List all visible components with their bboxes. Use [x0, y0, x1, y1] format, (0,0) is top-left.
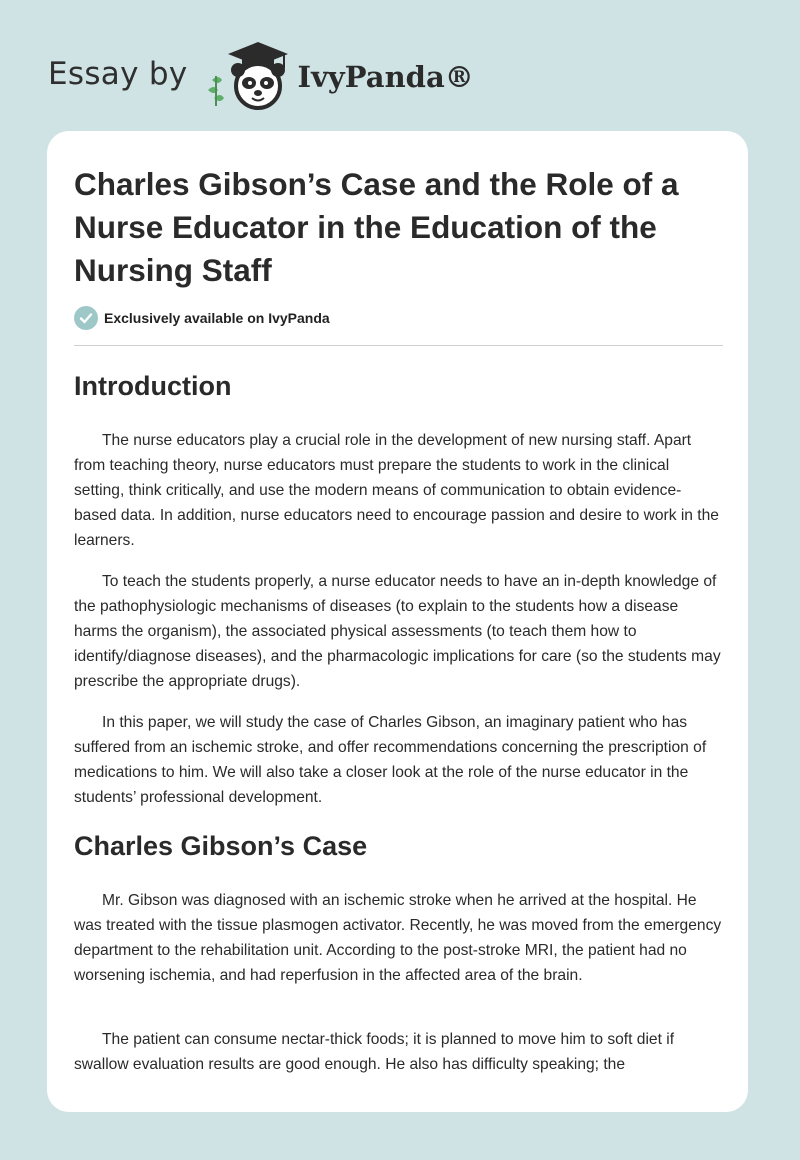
- section-heading-case: Charles Gibson’s Case: [74, 831, 368, 861]
- paragraph: Mr. Gibson was diagnosed with an ischemic stroke when he arrived at the hospital. He was treated with the tissue plasmogen activator. Recently, he was moved from the emergency department to the rehabilitation unit. According to the post-stroke MRI, the patient had no worsening ischemia, and had reperfusion in the affected area of the brain.: [74, 892, 722, 984]
- paragraph: The patient can consume nectar-thick foods; it is planned to move him to soft diet if swallow evaluation results are good enough. He also has difficulty speaking; the: [74, 1031, 675, 1073]
- panda-logo-icon[interactable]: [198, 36, 294, 112]
- paragraph: In this paper, we will study the case of Charles Gibson, an imaginary patient who has suffered from an ischemic stroke, and offer recommendations concerning the prescription of medications to him. We will also take a closer look at the role of the nurse educator in the students’ professional development.: [74, 714, 707, 806]
- essay-card: [47, 131, 748, 1112]
- divider: [74, 345, 723, 346]
- exclusive-badge: [74, 306, 330, 330]
- ivy-leaf-icon: [208, 76, 224, 106]
- paragraph: To teach the students properly, a nurse educator needs to have an in-depth knowledge of the pathophysiologic mechanisms of diseases (to explain to the students how a disease harms the organism), the associated physical assessments (to teach them how to identify/diagnose diseases), and the pharmacologic implications for care (so the students may prescribe the appropriate drugs).: [74, 573, 721, 690]
- site-header: [48, 36, 474, 112]
- brand-name[interactable]: IvyPanda®: [297, 60, 474, 94]
- paragraph: The nurse educators play a crucial role in the development of new nursing staff. Apart from teaching theory, nurse educators must prepare the students to work in the clinical setting, think critically, and use the modern means of communication to obtain evidence-based data. In addition, nurse educators need to encourage passion and desire to work in the learners.: [74, 432, 719, 549]
- exclusive-label: Exclusively available on IvyPanda: [104, 310, 330, 326]
- essay-by-label: Essay by: [48, 56, 188, 92]
- section-heading-introduction: Introduction: [74, 371, 232, 401]
- check-icon: [74, 306, 98, 330]
- page-title: Charles Gibson’s Case and the Role of a Nurse Educator in the Education of the Nursing Staff: [74, 166, 679, 288]
